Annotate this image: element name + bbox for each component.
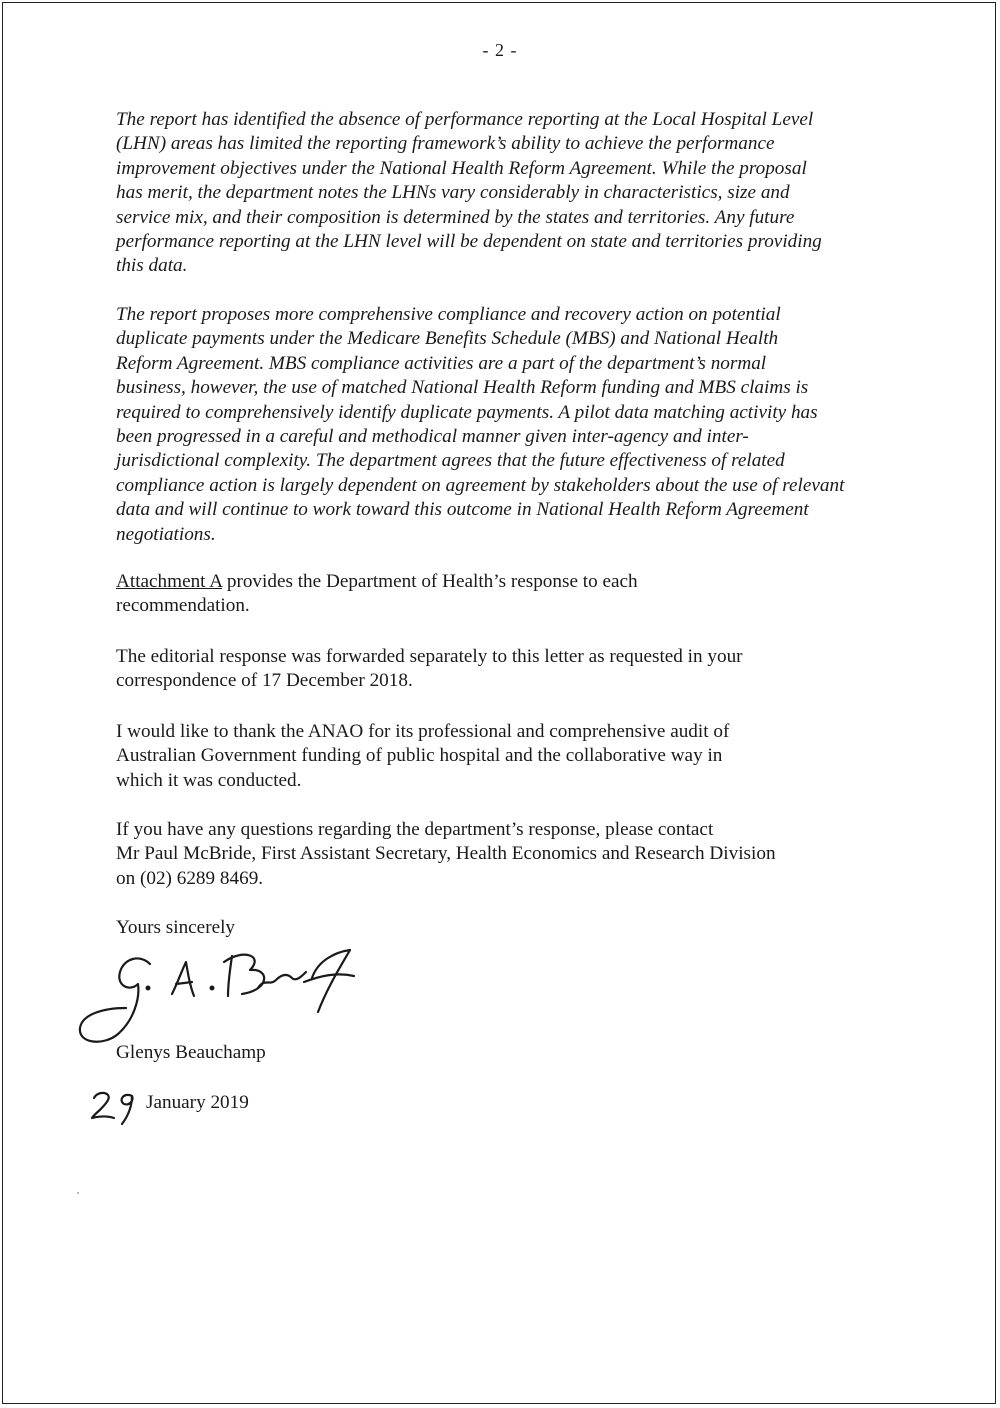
text-line: Reform Agreement. MBS compliance activities are a part of the department’s normal — [116, 352, 767, 374]
text-line: duplicate payments under the Medicare Benefits Schedule (MBS) and National Health — [116, 328, 779, 350]
text-line: recommendation. — [116, 595, 250, 617]
text-line: I would like to thank the ANAO for its professional and comprehensive audit of — [116, 721, 730, 742]
date-month-year: January 2019 — [146, 1092, 249, 1113]
closing-salutation: Yours sincerely — [116, 917, 236, 938]
text-line: service mix, and their composition is determined by the states and territories. Any future — [116, 206, 795, 228]
text-line: which it was conducted. — [116, 769, 302, 791]
text-line: has merit, the department notes the LHNs vary considerably in characteristics, size and — [116, 182, 790, 204]
attachment-a-reference: Attachment A — [116, 571, 223, 592]
paragraph-contact — [116, 818, 876, 891]
text-line: If you have any questions regarding the department’s response, please contact — [116, 819, 714, 840]
text-line: on (02) 6289 8469. — [116, 867, 264, 889]
text-line: Mr Paul McBride, First Assistant Secretary, Health Economics and Research Division — [116, 843, 776, 865]
text-line: compliance action is largely dependent on agreement by stakeholders about the use of relevant — [116, 474, 845, 496]
paragraph-thanks — [116, 720, 876, 793]
text-line: correspondence of 17 December 2018. — [116, 670, 413, 692]
text-line: performance reporting at the LHN level will be dependent on state and territories providing — [116, 231, 822, 253]
text-line: negotiations. — [116, 523, 216, 545]
text-fragment: provides the Department of Health’s response to each — [222, 571, 638, 592]
paragraph-attachment — [116, 570, 876, 619]
handwritten-day — [88, 1086, 144, 1126]
text-line: business, however, the use of matched National Health Reform funding and MBS claims is — [116, 377, 809, 399]
text-line: this data. — [116, 255, 188, 277]
text-line: improvement objectives under the National Health Reform Agreement. While the proposal — [116, 157, 807, 179]
text-line: jurisdictional complexity. The department agrees that the future effectiveness of related — [116, 450, 785, 472]
text-line: The report has identified the absence of performance reporting at the Local Hospital Level — [116, 109, 814, 130]
text-line: data and will continue to work toward this outcome in National Health Reform Agreement — [116, 499, 809, 521]
paragraph-lhn-reporting — [116, 108, 876, 279]
text-line: required to comprehensively identify duplicate payments. A pilot data matching activity has — [116, 401, 818, 423]
page-number: - 2 - — [482, 40, 518, 60]
paragraph-editorial-response — [116, 645, 876, 694]
text-line: The editorial response was forwarded separately to this letter as requested in your — [116, 646, 743, 667]
scan-speck — [77, 1192, 79, 1194]
text-line: (LHN) areas has limited the reporting framework’s ability to achieve the performance — [116, 133, 775, 155]
text-line: been progressed in a careful and methodical manner given inter-agency and inter- — [116, 426, 749, 448]
paragraph-duplicate-payments — [116, 303, 876, 547]
handwritten-signature — [74, 942, 374, 1052]
text-line — [116, 570, 876, 594]
text-line: Australian Government funding of public hospital and the collaborative way in — [116, 745, 723, 767]
signatory-name: Glenys Beauchamp — [116, 1042, 266, 1063]
text-line: The report proposes more comprehensive compliance and recovery action on potential — [116, 304, 781, 325]
